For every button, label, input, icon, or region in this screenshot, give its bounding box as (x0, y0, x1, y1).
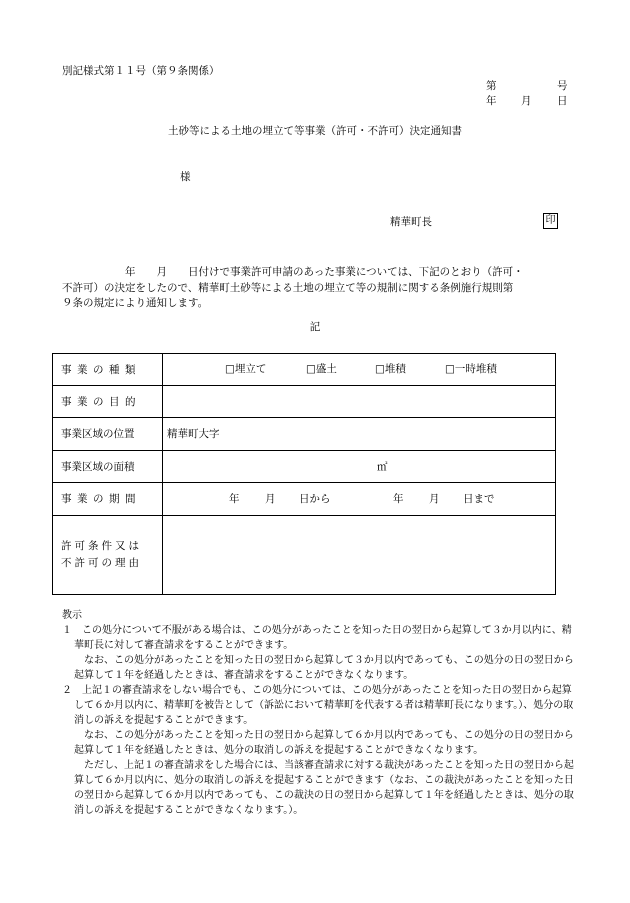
table-row (53, 483, 556, 516)
notice-item-2: ２ 上記１の審査請求をしない場合でも、この処分については、この処分があったことを知った日の翌日から起算して６か月以内に、精華町を被告として（訴訟において精華町を代表する者は精華町長になります。）、処分の取消しの訴えを提起することができます。 (62, 685, 574, 726)
table-row (53, 516, 556, 595)
type-option-embankment: □盛土 (306, 363, 337, 375)
reason-label-line-1: 許可条件又は (61, 540, 142, 552)
area-label: 事業区域の面積 (53, 451, 163, 483)
type-label: 事業の種類 (53, 354, 163, 386)
period-start-month: 月 (265, 493, 276, 505)
notice-item-2-sub-1: なお、この処分があったことを知った日の翌日から起算して６か月以内であっても、この処分の日の翌日から起算して１年を経過したときは、処分の取消しの訴えを提起することができなくなります。 (74, 730, 574, 756)
ki-heading: 記 (309, 321, 321, 333)
notice-item-1-sub: なお、この処分があったことを知った日の翌日から起算して３か月以内であっても、この処分の日の翌日から起算して１年を経過したときは、審査請求をすることができなくなります。 (74, 655, 574, 681)
notice-item-1: １ この処分について不服がある場合は、この処分があったことを知った日の翌日から起算して３か月以内に、精華町長に対して審査請求をすることができます。 (62, 625, 572, 651)
notice-item-2-sub-2: ただし、上記１の審査請求をした場合には、当該審査請求に対する裁決があったことを知った日の翌日から起算して６か月以内に、処分の取消しの訴えを提起することができます（なお、この裁決があったことを知った日の翌日から起算して６か月以内であっても、この裁決の日の翌日から起算して１年を経過したときは、処分の取消しの訴えを提起することができなくなります。）。 (74, 760, 574, 816)
date-month: 月 (521, 95, 532, 107)
number-suffix: 号 (557, 80, 568, 92)
intro-line-2: 不許可）の決定をしたので、精華町土砂等による土地の埋立て等の規制に関する条例施行規則第 (62, 281, 514, 294)
number-prefix: 第 (486, 80, 497, 92)
type-option-temporary-deposit: □一時堆積 (445, 363, 497, 375)
table-row (53, 386, 556, 418)
type-option-landfill: □埋立て (225, 363, 267, 375)
period-end-month: 月 (429, 493, 440, 505)
issuer-name: 精華町長 (390, 216, 432, 228)
form-number-label: 別記様式第１１号（第９条関係） (62, 65, 220, 77)
reason-value-cell (163, 516, 556, 595)
location-label: 事業区域の位置 (53, 418, 163, 451)
period-end-day: 日まで (463, 493, 495, 505)
type-option-deposit: □堆積 (375, 363, 406, 375)
period-end-year: 年 (393, 493, 404, 505)
table-row (53, 451, 556, 483)
seal-mark: 印 (543, 213, 558, 229)
reason-label (53, 516, 163, 595)
document-title: 土砂等による土地の埋立て等事業（許可・不許可）決定通知書 (168, 125, 462, 137)
appeal-notice (62, 608, 574, 818)
notice-heading: 教示 (62, 610, 82, 621)
period-start-year: 年 (229, 493, 240, 505)
purpose-label: 事業の目的 (53, 386, 163, 418)
area-unit: ㎡ (163, 451, 556, 483)
date-year: 年 (486, 95, 497, 107)
reason-label-line-2: 不許可の理由 (61, 557, 142, 569)
table-row (53, 418, 556, 451)
purpose-value-cell (163, 386, 556, 418)
date-day: 日 (557, 95, 568, 107)
project-details-table (52, 353, 556, 595)
type-options-cell (163, 354, 556, 386)
intro-paragraph (62, 265, 572, 312)
period-label: 事業の期間 (53, 483, 163, 516)
addressee-honorific: 様 (180, 171, 191, 183)
location-value: 精華町大字 (163, 418, 556, 451)
table-row (53, 354, 556, 386)
intro-line-3: ９条の規定により通知します。 (62, 297, 209, 309)
period-value-cell (163, 483, 556, 516)
intro-line-1: 年 月 日付けで事業許可申請のあった事業については、下記のとおり（許可・ (62, 266, 524, 278)
period-start-day: 日から (299, 493, 331, 505)
